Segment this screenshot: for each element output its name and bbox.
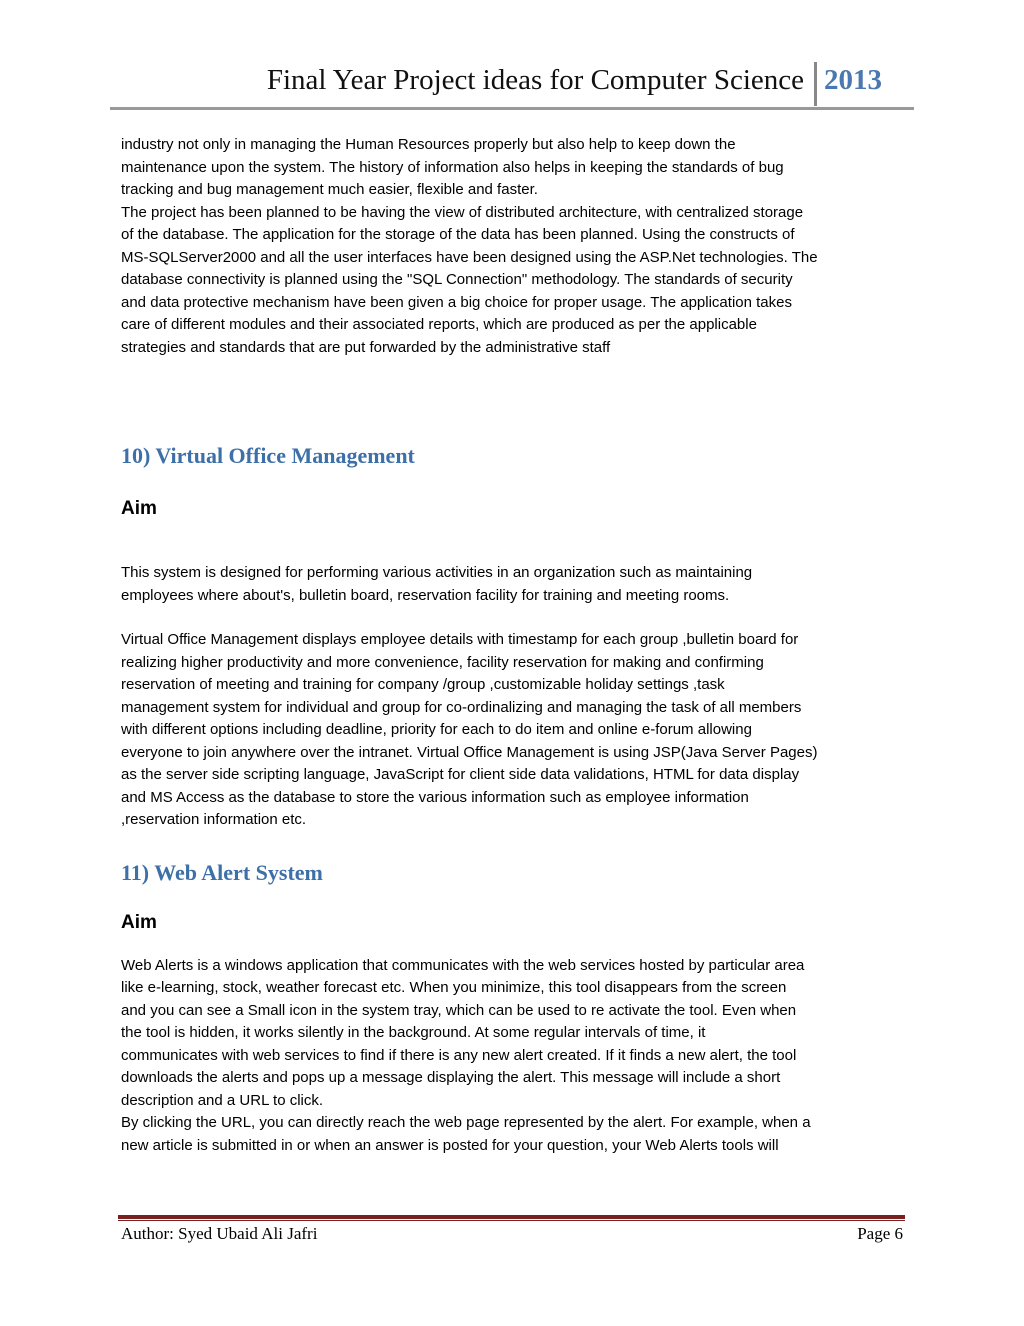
- page-content: [121, 134, 911, 1157]
- intro-paragraph: industry not only in managing the Human Resources properly but also help to keep down the maintenance upon the system. The history of information also helps in keeping the standards of bug tracking and bug management much easier, flexible and faster. The project has been planned to be having the view of distributed architecture, with centralized storage of the database. The application for the storage of the data has been planned. Using the constructs of MS-SQLServer2000 and all the user interfaces have been designed using the ASP.Net technologies. The database connectivity is planned using the "SQL Connection" methodology. The standards of security and data protective mechanism have been given a big choice for proper usage. The application takes care of different modules and their associated reports, which are produced as per the applicable strategies and standards that are put forwarded by the administrative staff: [121, 136, 818, 356]
- footer-author: Author: Syed Ubaid Ali Jafri: [121, 1224, 318, 1243]
- section-11-aim-label: Aim: [121, 912, 157, 933]
- page-header: [110, 60, 914, 112]
- footer-rule-thin: [118, 1220, 905, 1221]
- section-11-paragraph-1: Web Alerts is a windows application that communicates with the web services hosted by particular area like e-learning, stock, weather forecast etc. When you minimize, this tool disappears from the screen and you can see a Small icon in the system tray, which can be used to re activate the tool. Even when the tool is hidden, it works silently in the background. At some regular intervals of time, it communicates with web services to find if there is any new alert created. If it finds a new alert, the tool downloads the alerts and pops up a message displaying the alert. This message will include a short description and a URL to click. By clicking the URL, you can directly reach the web page represented by the alert. For example, when a new article is submitted in or when an answer is posted for your question, your Web Alerts tools will: [121, 956, 811, 1154]
- header-rule: [110, 107, 914, 110]
- section-11-title: 11) Web Alert System: [121, 859, 323, 885]
- section-10-title: 10) Virtual Office Management: [121, 443, 415, 468]
- section-10-paragraph-1: This system is designed for performing various activities in an organization such as maintaining employees where about's, bulletin board, reservation facility for training and meeting rooms.: [121, 564, 753, 604]
- page-number: Page 6: [857, 1224, 903, 1243]
- section-10-aim-label: Aim: [121, 497, 157, 519]
- header-year: 2013: [824, 64, 882, 96]
- header-title: Final Year Project ideas for Computer Science: [266, 64, 804, 96]
- section-10-paragraph-2: Virtual Office Management displays employee details with timestamp for each group ,bulletin board for realizing higher productivity and more convenience, facility reservation for making and confirming reservation of meeting and training for company /group ,customizable holiday settings ,task management system for individual and group for co-ordinalizing and managing the task of all members with different options including deadline, priority for each to do item and online e-forum allowing everyone to join anywhere over the intranet. Virtual Office Management is using JSP(Java Server Pages) as the server side scripting language, JavaScript for client side data validations, HTML for data display and MS Access as the database to store the various information such as employee information ,reservation information etc.: [121, 631, 818, 828]
- header-separator: [814, 62, 817, 106]
- footer-rule: [118, 1215, 905, 1219]
